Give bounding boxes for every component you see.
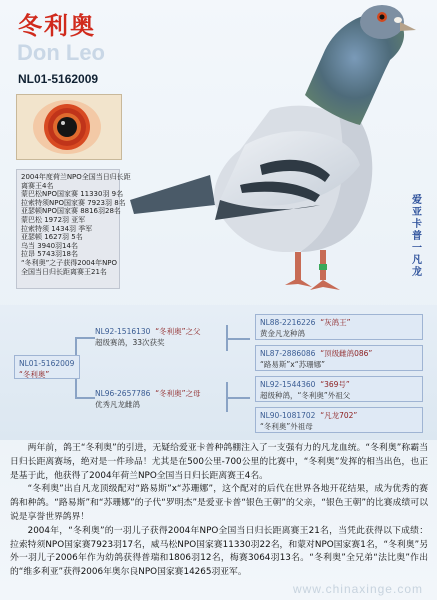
- pedigree-name: “冬利奥”: [19, 370, 50, 379]
- pedigree-id: NL92-1544360: [260, 380, 316, 389]
- eye-icon: [17, 95, 121, 159]
- stat-line: 拉索特须 1434羽 季军: [21, 224, 93, 233]
- ring-number: NL01-5162009: [18, 72, 99, 86]
- pedigree-info: 黄金凡龙种鸽: [260, 329, 305, 338]
- stat-line: 亚瑟顿NPO国家赛 8816羽28名: [21, 207, 121, 216]
- paragraph: “冬利奥”出自凡龙顶级配对“路易斯”x“苏珊娜”，这个配对的后代在世界各地开花结果，成为优秀的赛鸽和种鸽。“路易斯”和“苏珊娜”的子代“罗明杰”是爱亚卡普“银色王朝”的父亲，“银色王朝”的比赛成绩可以说是享誉世界鸽界！: [10, 484, 428, 522]
- pigeon-title-cn: 冬利奥: [18, 12, 96, 40]
- pedigree-info: 超级赛鸽，33次获奖: [95, 338, 165, 347]
- pedigree-sire-sire: [255, 314, 423, 340]
- stat-line: 蒙巴松NPO国家赛 11330羽 9名: [21, 190, 124, 199]
- stat-line: 离赛王4名: [21, 181, 54, 190]
- pedigree-name: “369号”: [320, 380, 350, 389]
- pedigree-id: NL90-1081702: [260, 411, 316, 420]
- pedigree-dam: [95, 388, 220, 410]
- pedigree-connector: [226, 338, 250, 340]
- pedigree-info: “冬利奥”外祖母: [260, 422, 313, 431]
- stat-line: 蒙巴松 1972羽 亚军: [21, 215, 86, 224]
- pedigree-name: “冬利奥”之母: [155, 389, 201, 398]
- stat-line: 乌当 3940羽14名: [21, 241, 78, 250]
- pedigree-sire-dam: [255, 345, 423, 371]
- pedigree-name: “凡龙702”: [320, 411, 358, 420]
- pedigree-name: “顶级雌鸽086”: [320, 349, 373, 358]
- paragraph: 两年前，鸽王“冬利奥”的引进，无疑给爱亚卡普种鸽棚注入了一支强有力的凡龙血统。“冬利奥”称霸当日归长距离赛场，绝对是一件珍品！尤其是在500公里-700公里的比赛中，“冬利奥”发挥的相当出色，也正是基于此，他获得了2004年荷兰NPO全国当日归长距离赛王4名。: [10, 443, 428, 481]
- stat-line: 拉索特须NPO国家赛 7923羽 8名: [21, 198, 126, 207]
- pigeon-title-en: Don Leo: [17, 40, 105, 65]
- pedigree-dam-dam: [255, 407, 423, 433]
- paragraph: 2004年，“冬利奥”的一羽儿子获得2004年NPO全国当日归长距离赛王21名，当凭此获得以下成绩：拉索特须NPO国家赛7923羽17名，威马松NPO国家赛11330羽22名，和蒙对NPO国家赛1名，“冬利奥”另外一羽儿子2006年作为幼鸽获得普瑞和1806羽12名，梅赛3064羽13名。“冬利奥”全兄弟“法比奥”作出的“维多利亚”获得2006年奥尔良NPO国家赛14265羽亚军。: [10, 525, 428, 578]
- pedigree-id: NL92-1516130: [95, 327, 151, 336]
- pedigree-connector: [75, 397, 95, 399]
- stat-line: “冬利奥”之子获得2004年NPO: [21, 258, 118, 267]
- stat-line: 亚瑟顿 1627羽 5名: [21, 233, 83, 242]
- pedigree-info: 优秀凡龙雌鸽: [95, 400, 140, 409]
- pedigree-info: “路易斯”x“苏珊娜”: [260, 360, 325, 369]
- pedigree-info: 超级种鸽，“冬利奥”外祖父: [260, 391, 351, 400]
- pedigree-self: [14, 355, 80, 379]
- stat-line: 全国当日归长距离赛王21名: [21, 267, 107, 276]
- pedigree-id: NL96-2657786: [95, 389, 151, 398]
- side-caption: 爱亚卡普一凡龙: [412, 195, 422, 278]
- pedigree-name: “冬利奥”之父: [155, 327, 201, 336]
- pigeon-photo: [120, 0, 420, 310]
- pedigree-connector: [75, 337, 95, 339]
- stat-line: 2004年度荷兰NPO全国当日归长距: [21, 173, 131, 181]
- results-box: [16, 169, 131, 289]
- stat-line: 拉昂 5743羽18名: [21, 250, 78, 259]
- pedigree-sire: [95, 326, 220, 348]
- pedigree-name: “灰鸽王”: [320, 318, 351, 327]
- pedigree-connector: [226, 397, 250, 399]
- pedigree-id: NL01-5162009: [19, 359, 75, 368]
- pedigree-id: NL88-2216226: [260, 318, 316, 327]
- watermark: www.chinaxinge.com: [292, 582, 423, 596]
- pedigree-dam-sire: [255, 376, 423, 402]
- eye-closeup-image: [16, 94, 122, 160]
- article-body: [10, 442, 428, 580]
- pedigree-id: NL87-2886086: [260, 349, 316, 358]
